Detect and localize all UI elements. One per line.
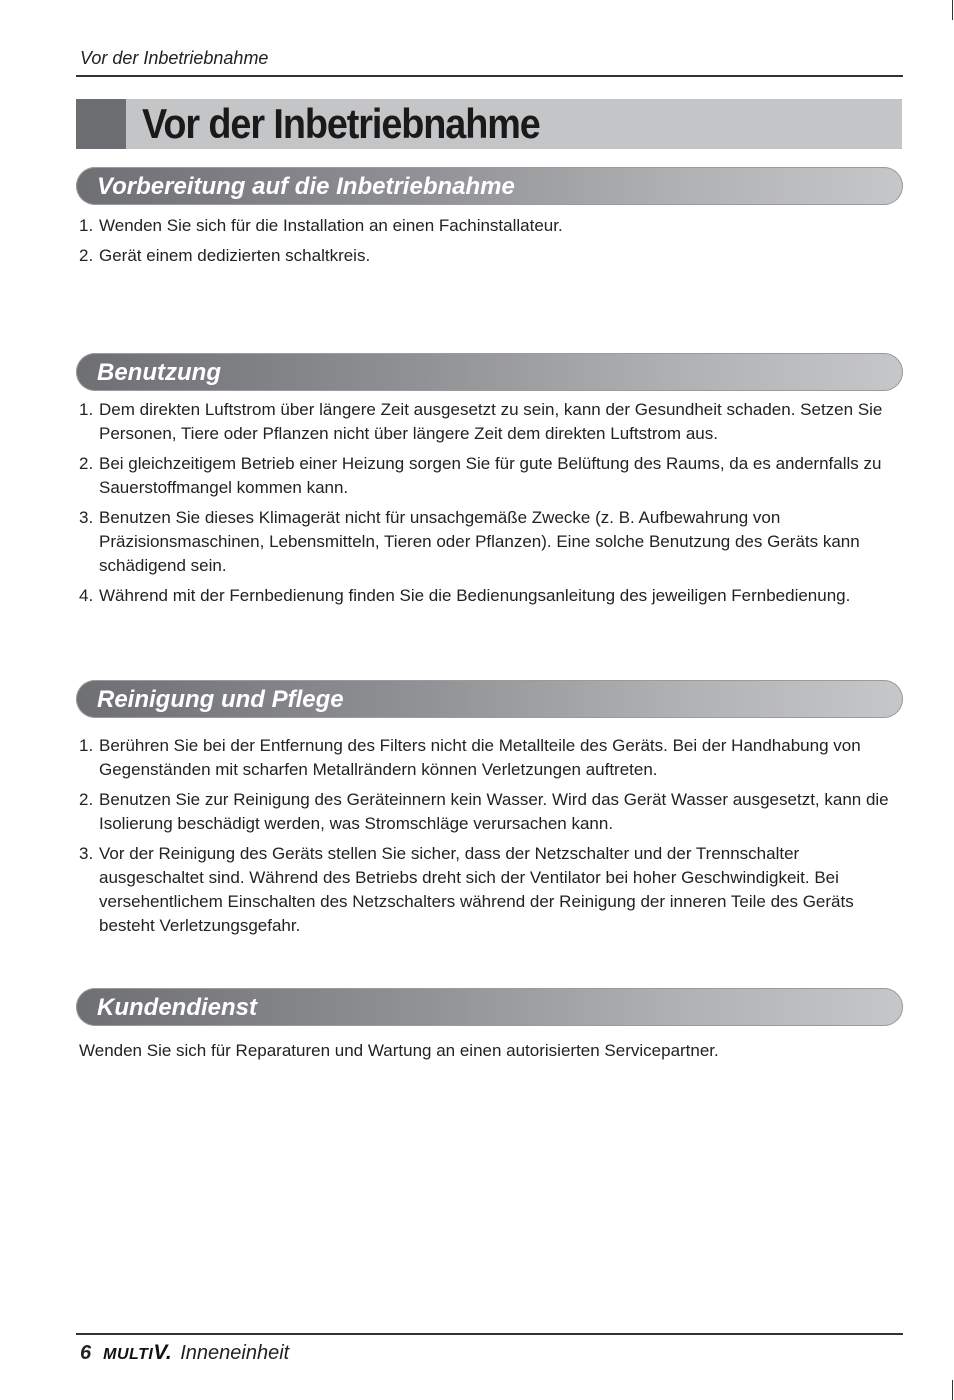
list-reinigung	[79, 734, 889, 944]
page-number: 6	[80, 1341, 92, 1364]
list-item	[79, 452, 889, 500]
brand-prefix: MULTI	[103, 1346, 154, 1363]
item-number: 1.	[79, 216, 94, 235]
kundendienst-text: Wenden Sie sich für Reparaturen und Wartung an einen autorisierten Servicepartner.	[79, 1041, 719, 1060]
list-item	[79, 398, 889, 446]
section-bar-reinigung	[76, 680, 903, 718]
list-vorbereitung	[79, 214, 889, 274]
list-item	[79, 788, 889, 836]
list-item	[79, 584, 889, 608]
section-title: Kundendienst	[97, 994, 257, 1021]
item-text: Gerät einem dedizierten schaltkreis.	[99, 246, 371, 265]
section-title: Reinigung und Pflege	[97, 686, 344, 713]
item-text: Vor der Reinigung des Geräts stellen Sie sicher, dass der Netzschalter und der Trennschalter ausgeschaltet sind. Während des Betriebs dreht sich der Ventilator bei hoher Geschwindigkeit. Bei versehentlichem Einschalten des Netzschalters während der Reinigung der inneren Teile des Geräts besteht Verletzungsgefahr.	[99, 844, 854, 935]
section-bar-vorbereitung	[76, 167, 903, 205]
brand-suffix: V.	[153, 1341, 173, 1364]
item-text: Benutzen Sie zur Reinigung des Geräteinnern kein Wasser. Wird das Gerät Wasser ausgesetzt, kann die Isolierung beschädigt werden, was Stromschläge verursachen kann.	[99, 790, 889, 833]
title-square	[76, 99, 126, 149]
item-number: 2.	[79, 454, 94, 473]
section-bar-benutzung	[76, 353, 903, 391]
page-footer	[80, 1340, 289, 1366]
item-number: 2.	[79, 246, 94, 265]
item-text: Dem direkten Luftstrom über längere Zeit ausgesetzt zu sein, kann der Gesundheit schaden. Setzen Sie Personen, Tiere oder Pflanzen nicht über längere Zeit dem direkten Luftstrom aus.	[99, 400, 883, 443]
item-text: Benutzen Sie dieses Klimagerät nicht für unsachgemäße Zwecke (z. B. Aufbewahrung von Präzisionsmaschinen, Lebensmitteln, Tieren oder Pflanzen). Eine solche Benutzung des Geräts kann schädigend sein.	[99, 508, 860, 575]
item-number: 1.	[79, 400, 94, 419]
item-text: Wenden Sie sich für die Installation an einen Fachinstallateur.	[99, 216, 563, 235]
section-title: Benutzung	[97, 359, 221, 386]
footer-rule	[76, 1333, 903, 1335]
crop-mark-top	[952, 0, 953, 20]
header-rule	[76, 75, 903, 77]
list-item	[79, 214, 889, 238]
list-item	[79, 506, 889, 578]
crop-mark-bottom	[952, 1380, 953, 1400]
item-text: Während mit der Fernbedienung finden Sie die Bedienungsanleitung des jeweiligen Fernbedienung.	[99, 586, 851, 605]
item-number: 3.	[79, 508, 94, 527]
section-bar-kundendienst	[76, 988, 903, 1026]
section-title: Vorbereitung auf die Inbetriebnahme	[97, 173, 515, 200]
item-text: Bei gleichzeitigem Betrieb einer Heizung sorgen Sie für gute Belüftung des Raums, da es andernfalls zu Sauerstoffmangel kommen kann.	[99, 454, 882, 497]
item-text: Berühren Sie bei der Entfernung des Filters nicht die Metallteile des Geräts. Bei der Handhabung von Gegenständen mit scharfen Metallrändern können Verletzungen auftreten.	[99, 736, 861, 779]
running-header: Vor der Inbetriebnahme	[80, 48, 269, 68]
brand-logo	[103, 1341, 172, 1365]
item-number: 2.	[79, 790, 94, 809]
page-title-bar	[76, 99, 902, 149]
list-item	[79, 734, 889, 782]
page-title: Vor der Inbetriebnahme	[142, 100, 540, 147]
list-benutzung	[79, 398, 889, 614]
list-item	[79, 244, 889, 268]
item-number: 3.	[79, 844, 94, 863]
product-name: Inneneinheit	[180, 1341, 290, 1364]
list-item	[79, 842, 889, 938]
item-number: 4.	[79, 586, 94, 605]
item-number: 1.	[79, 736, 94, 755]
